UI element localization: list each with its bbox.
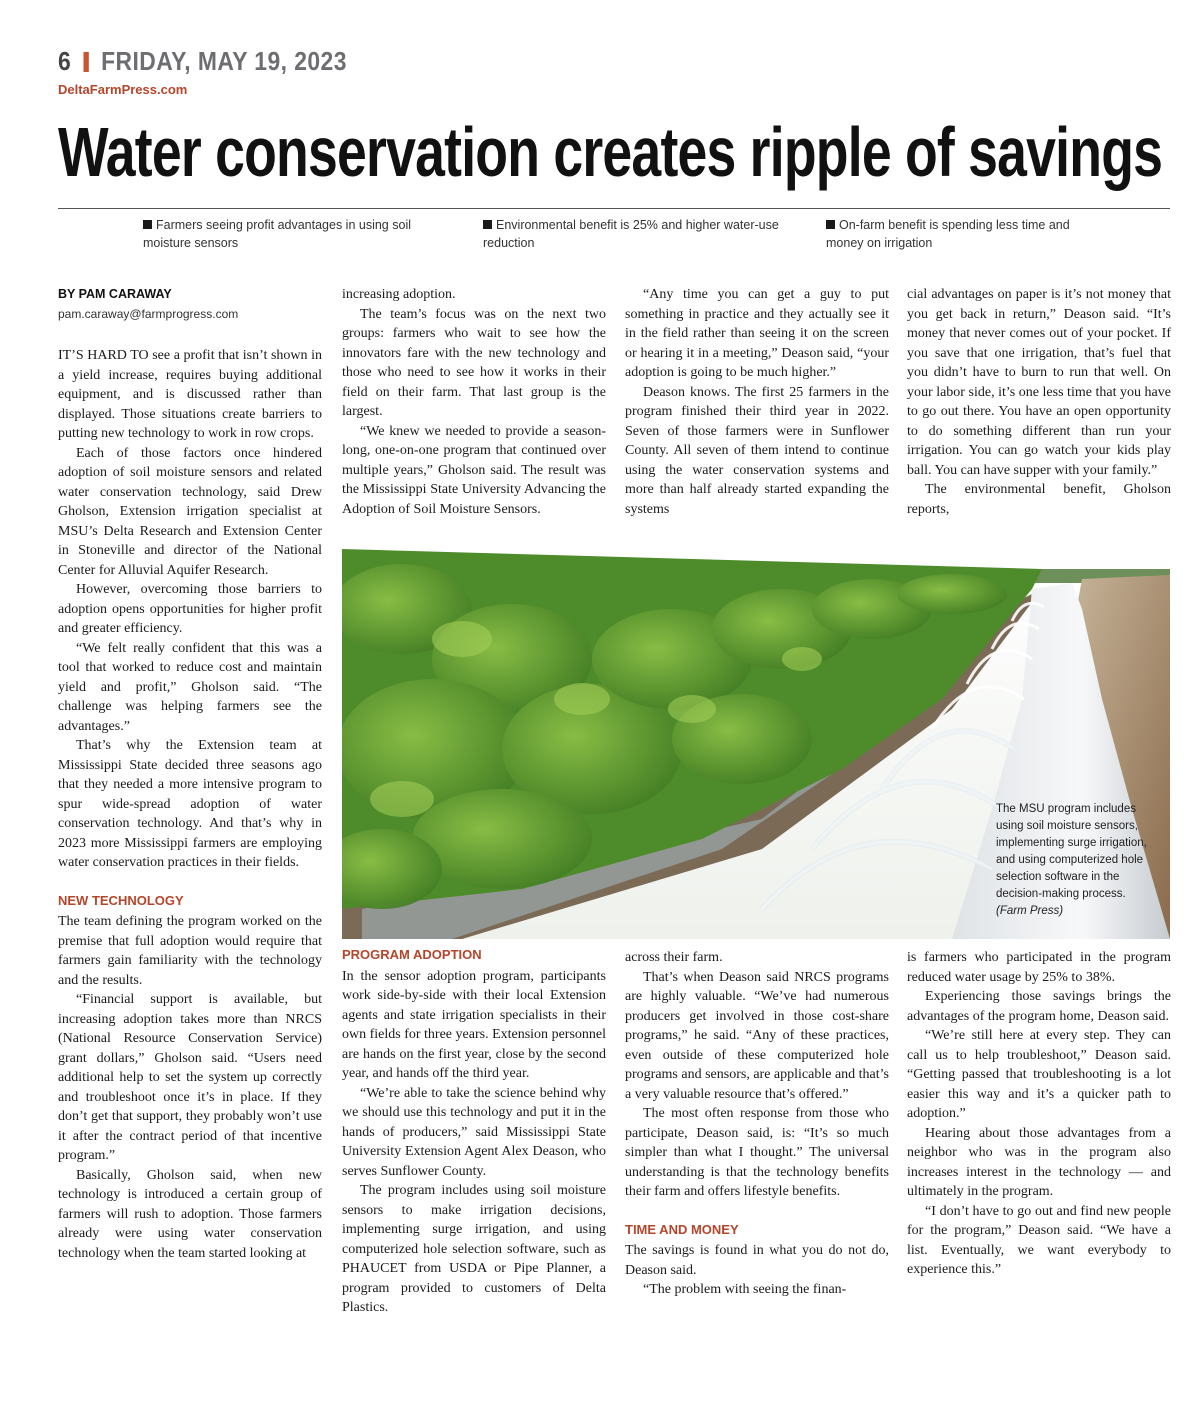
article-column-2-bottom — [342, 945, 606, 1318]
paragraph: “Financial support is available, but increasing adoption takes more than NRCS (National Resource Conservation Service) grant dollars,” Gholson said. “Users need additional help to set the system up correctly and troubleshoot once it’s in place. If they don’t get that support, they probably won’t use it after the contract period of that incentive program.” — [58, 992, 322, 1163]
paragraph: “We knew we needed to provide a season-long, one-on-one program that continued over multiple years,” Gholson said. The result was the Mississippi State University Advancing the Adoption of Soil Moisture Sensors. — [342, 423, 606, 517]
photo-credit: (Farm Press) — [996, 905, 1064, 917]
paragraph: Each of those factors once hindered adoption of soil moisture sensors and related water conservation technology, said Drew Gholson, Extension irrigation specialist at MSU’s Delta Research and Extension Center in Stoneville and director of the National Center for Alluvial Aquifer Research. — [58, 445, 322, 578]
site-name: DeltaFarmPress.com — [58, 82, 188, 97]
deck-item: Environmental benefit is 25% and higher water-use reduction — [483, 218, 779, 250]
paragraph: The program includes using soil moisture sensors to make irrigation decisions, implementing surge irrigation, and using computerized hole selection software, such as PHAUCET from USDA or Pipe Planner, a program provided to customers of Delta Plastics. — [342, 1183, 606, 1315]
paragraph: “I don’t have to go out and find new people for the program,” Deason said. “We have a list. Eventually, we want everybody to experience this.” — [907, 1203, 1171, 1277]
byline-email[interactable]: pam.caraway@farmprogress.com — [58, 306, 239, 321]
paragraph: across their farm. — [625, 950, 723, 965]
paragraph: “We’re still here at every step. They can call us to help troubleshoot,” Deason said. “Getting passed that troubleshooting is a lot easier this way and it’s a quicker path to adoption.” — [907, 1028, 1171, 1121]
article-column-4-top — [907, 285, 1171, 519]
paragraph: Hearing about those advantages from a neighbor who was in the program also increases interest in the technology — and ultimately in the program. — [907, 1125, 1171, 1199]
deck-item: Farmers seeing profit advantages in using soil moisture sensors — [143, 218, 411, 250]
article-column-1 — [58, 285, 322, 1263]
byline-author: BY PAM CARAWAY — [58, 287, 172, 301]
paragraph: “The problem with seeing the finan- — [643, 1282, 847, 1297]
paragraph: cial advantages on paper is it’s not money that you get back in return,” Deason said. “It’s money that never comes out of your pocket. If you save that one irrigation, that’s fuel that you didn’t have to burn to run that well. On your labor side, it’s one less time that you have to go out there. You have an open opportunity to do something different than run your irrigation. You can go watch your kids play ball. You can have supper with your family.” — [907, 287, 1171, 478]
paragraph: “Any time you can get a guy to put something in practice and they actually see it in the field rather than seeing it on the screen or hearing it in a meeting,” Deason said, “your adoption is going to be much higher.” — [625, 287, 889, 380]
page-number: 6 — [58, 46, 72, 76]
paragraph: “We’re able to take the science behind why we should use this technology and put it in the hands of producers,” said Mississippi State University Extension Agent Alex Deason, who serves Sunflower County. — [342, 1085, 606, 1179]
paragraph: That’s why the Extension team at Mississippi State decided three seasons ago that they needed a more intensive program to spur wide-spread adoption of water conservation technology. And that’s why in 2023 more Mississippi farmers are employing water conservation practices in their fields. — [58, 738, 322, 870]
headline-rule — [58, 208, 1170, 209]
article-column-3-top — [625, 285, 889, 519]
header-divider — [83, 52, 88, 72]
paragraph: The team’s focus was on the next two groups: farmers who wait to see how the innovators fare with the new technology and those who need to see how it works in their field on their farm. That last group is the largest. — [342, 306, 606, 419]
paragraph: “We felt really confident that this was a tool that worked to reduce cost and maintain yield and profit,” Gholson said. “The challenge was helping farmers see the advantages.” — [58, 640, 322, 734]
article-column-2-top — [342, 285, 606, 519]
article-column-3-bottom — [625, 948, 889, 1300]
issue-date: FRIDAY, MAY 19, 2023 — [101, 46, 347, 76]
paragraph: Experiencing those savings brings the advantages of the program home, Deason said. — [907, 989, 1171, 1024]
bullet-square-icon — [143, 220, 152, 229]
paragraph: In the sensor adoption program, participants work side-by-side with their local Extension agents and state irrigation specialists in their own fields for three years. Extension personnel are hands on the first year, close by the second year, and hands off the third year. — [342, 968, 606, 1081]
paragraph: Basically, Gholson said, when new technology is introduced a certain group of farmers will rush to adoption. Those farmers already were using water conservation technology when the team started looking at — [58, 1167, 322, 1261]
article-column-4-bottom — [907, 948, 1171, 1280]
paragraph: However, overcoming those barriers to adoption opens opportunities for higher profit and greater efficiency. — [58, 582, 322, 636]
headline: Water conservation creates ripple of savings — [58, 113, 1163, 191]
bullet-square-icon — [826, 220, 835, 229]
lead-paragraph: IT’S HARD TO see a profit that isn’t shown in a yield increase, requires buying additional equipment, and is discussed rather than displayed. Those situations create barriers to putting new technology to work in row crops. — [58, 348, 322, 441]
paragraph: The team defining the program worked on the premise that full adoption would require that farmers gain familiarity with the technology and the results. — [58, 914, 322, 988]
subhead-program-adoption: PROGRAM ADOPTION — [342, 947, 482, 962]
paragraph: The environmental benefit, Gholson reports, — [907, 482, 1171, 517]
bullet-square-icon — [483, 220, 492, 229]
paragraph: increasing adoption. — [342, 287, 456, 302]
paragraph: The most often response from those who participate, Deason said, is: “It’s so much simpler than what I thought.” The universal understanding is that the technology benefits their farm and offers lifestyle benefits. — [625, 1106, 889, 1199]
subhead-new-technology: NEW TECHNOLOGY — [58, 892, 184, 908]
paragraph: That’s when Deason said NRCS programs are highly valuable. “We’ve had numerous producers get involved in those cost-share programs,” he said. “Any of these practices, even outside of these computerized hole programs and sensors, are applicable and that’s a very valuable resource that’s offered.” — [625, 969, 889, 1102]
paragraph: is farmers who participated in the program reduced water usage by 25% to 38%. — [907, 950, 1171, 985]
paragraph: The savings is found in what you do not do, Deason said. — [625, 1243, 889, 1278]
page-header — [58, 46, 347, 77]
photo-caption: The MSU program includes using soil moisture sensors, implementing surge irrigation, and using computerized hole selection software in the decision-making process. (Farm Press) — [996, 803, 1147, 917]
subhead-time-and-money: TIME AND MONEY — [625, 1221, 739, 1237]
deck-item: On-farm benefit is spending less time and money on irrigation — [826, 218, 1070, 250]
paragraph: Deason knows. The first 25 farmers in the program finished their third year in 2022. Seven of those farmers were in Sunflower County. All seven of them intend to continue using the water conservation systems and more than half already started expanding the systems — [625, 384, 889, 517]
